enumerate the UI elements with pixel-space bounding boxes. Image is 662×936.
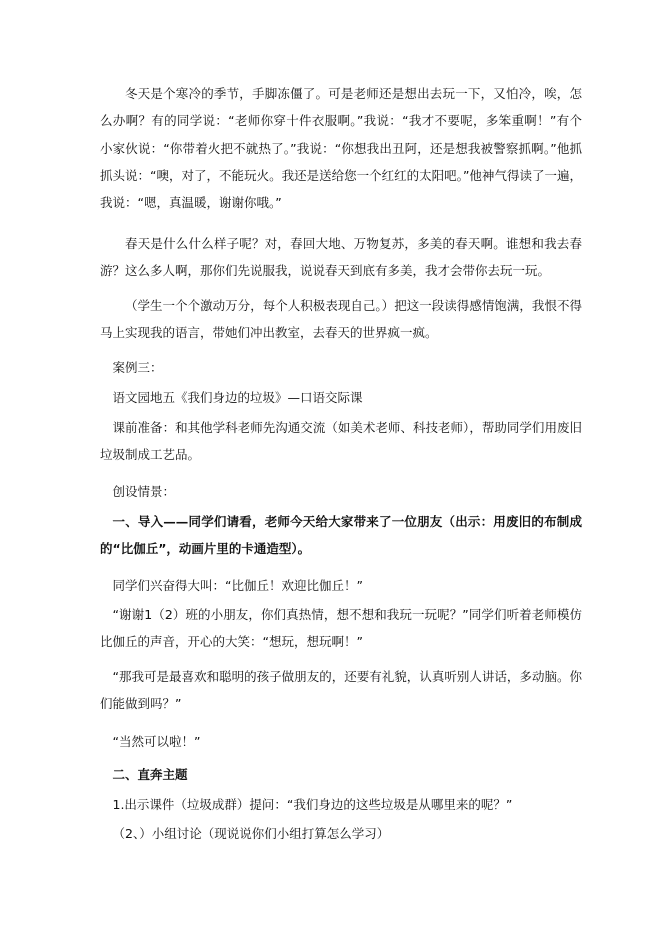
scene-heading: 创设情景： xyxy=(112,484,176,499)
paragraph-thanks: “谢谢1（2）班的小朋友，你们真热情，想不想和我玩一玩呢？”同学们听着老师模仿比伽丘的声音，开心的大笑：“想玩，想玩啊！” xyxy=(100,607,582,650)
paragraph-welcome: 同学们兴奋得大叫：“比伽丘！欢迎比伽丘！” xyxy=(112,578,363,593)
lesson-title: 语文园地五《我们身边的垃圾》—口语交际课 xyxy=(112,390,363,405)
case-heading: 案例三： xyxy=(112,360,163,375)
paragraph-student-reaction: （学生一个个激动万分，每个人积极表现自己。）把这一段读得感情饱满，我恨不得马上实现我的语言，带她们冲出教室，去春天的世界疯一疯。 xyxy=(100,298,582,341)
paragraph-courseware: 1.出示课件（垃圾成群）提问：“我们身边的这些垃圾是从哪里来的呢？” xyxy=(112,797,513,812)
paragraph-winter: 冬天是个寒冷的季节，手脚冻僵了。可是老师还是想出去玩一下，又怕冷，唉，怎么办啊？有的同学说：“老师你穿十件衣服啊。”我说：“我才不要呢，多笨重啊！”有个小家伙说：“你带着火把不就热了。”我说：“你想我出丑阿，还是想我被警察抓啊。”他抓抓头说：“噢，对了，不能玩火。我还是送给您一个红红的太阳吧。”他神气得读了一遍，我说：“嗯，真温暖，谢谢你哦。” xyxy=(100,86,582,211)
paragraph-reply: “当然可以啦！” xyxy=(112,734,201,749)
section-two-heading: 二、直奔主题 xyxy=(112,767,188,782)
section-one-intro: 一、导入——同学们请看，老师今天给大家带来了一位朋友（出示：用废旧的布制成的“比伽丘”，动画片里的卡通造型）。 xyxy=(100,514,582,557)
paragraph-spring: 春天是什么什么样子呢？对，春回大地、万物复苏，多美的春天啊。谁想和我去春游？这么多人啊，那你们先说服我，说说春天到底有多美，我才会带你去玩一玩。 xyxy=(100,236,582,279)
paragraph-group-discussion: （2、）小组讨论（现说说你们小组打算怎么学习） xyxy=(112,826,390,841)
paragraph-preparation: 课前准备：和其他学科老师先沟通交流（如美术老师、科技老师），帮助同学们用废旧垃圾制成工艺品。 xyxy=(100,420,582,463)
paragraph-friends: “那我可是最喜欢和聪明的孩子做朋友的，还要有礼貌，认真听别人讲话，多动脑。你们能做到吗？” xyxy=(100,669,582,712)
